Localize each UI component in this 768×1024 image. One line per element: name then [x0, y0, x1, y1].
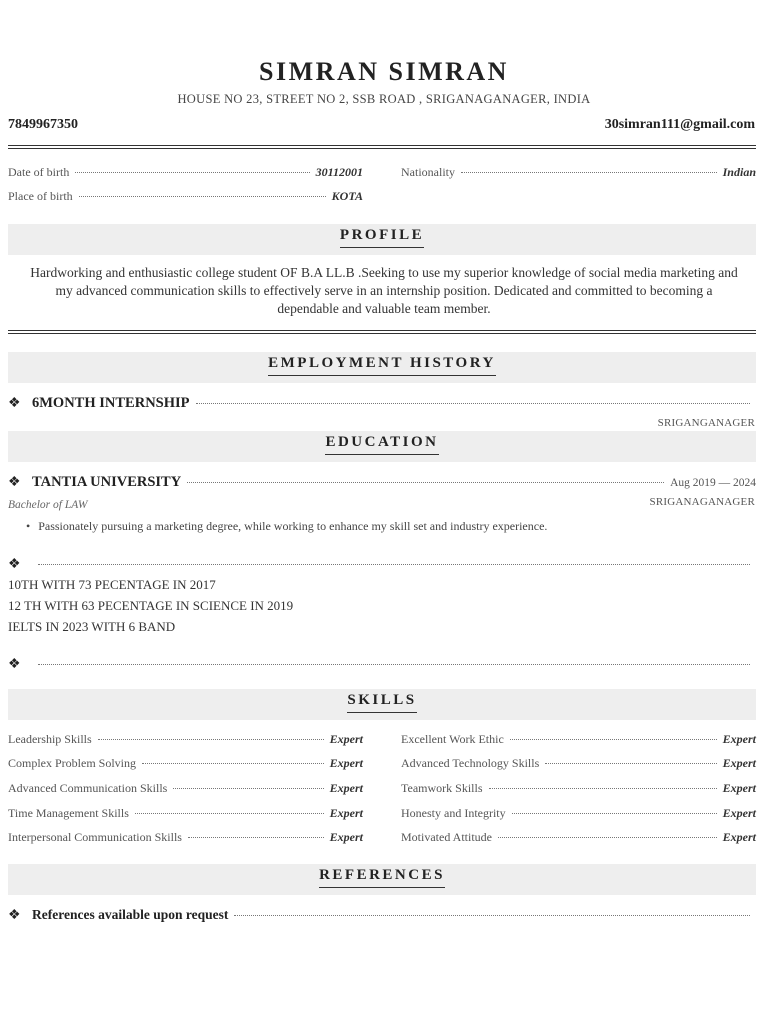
header-divider [8, 145, 756, 149]
employment-entry [8, 395, 756, 412]
leader-dots [75, 172, 309, 173]
references-text: References available upon request [32, 907, 229, 922]
skill-level: Expert [329, 830, 363, 844]
skill-name: Leadership Skills [8, 732, 92, 746]
nationality-label: Nationality [401, 165, 455, 179]
address: HOUSE NO 23, STREET NO 2, SSB ROAD , SRIGANAGANAGER, INDIA [177, 92, 591, 106]
education-title: TANTIA UNIVERSITY [32, 474, 182, 490]
skill-level: Expert [722, 806, 756, 820]
leader-dots [187, 482, 664, 483]
pob-value: KOTA [331, 189, 363, 203]
references-entry [8, 907, 756, 924]
profile-text: Hardworking and enthusiastic college student OF B.A LL.B .Seeking to use my superior knowledge of social media marketing and my advanced communication skills to effectively serve in an internship position. Dedicated and committed to becoming a dependable and valuable team member. [30, 265, 738, 316]
skill-name: Advanced Technology Skills [401, 756, 540, 770]
education-line: 10TH WITH 73 PECENTAGE IN 2017 [8, 577, 216, 592]
skill-level: Expert [722, 830, 756, 844]
skill-name: Advanced Communication Skills [8, 781, 168, 795]
skill-name: Complex Problem Solving [8, 756, 137, 770]
leader-dots [173, 788, 323, 789]
skill-level: Expert [329, 756, 363, 770]
section-title: EDUCATION [325, 434, 438, 455]
skills-section-header [8, 689, 756, 720]
diamond-bullet-icon: ❖ [8, 657, 21, 672]
skill-level: Expert [722, 781, 756, 795]
education-line: 12 TH WITH 63 PECENTAGE IN SCIENCE IN 2019 [8, 598, 294, 613]
leader-dots [512, 813, 717, 814]
leader-dots [234, 915, 750, 916]
education-degree: Bachelor of LAW [8, 499, 88, 511]
skill-row [8, 756, 363, 771]
email-address: 30simran111@gmail.com [604, 117, 755, 132]
nationality-row [401, 165, 756, 180]
education-dates: Aug 2019 — 2024 [670, 477, 756, 489]
education-section-header [8, 431, 756, 462]
employment-location: SRIGANGANAGER [657, 417, 755, 429]
section-title: REFERENCES [319, 867, 445, 888]
leader-dots [196, 403, 750, 404]
candidate-name: SIMRAN SIMRAN [259, 57, 509, 86]
leader-dots [142, 763, 324, 764]
leader-dots [79, 196, 326, 197]
education-entry-empty [8, 556, 756, 573]
education-location: SRIGANAGANAGER [649, 496, 755, 508]
skill-name: Motivated Attitude [401, 830, 492, 844]
diamond-bullet-icon: ❖ [8, 475, 21, 490]
leader-dots [489, 788, 717, 789]
leader-dots [498, 837, 717, 838]
dob-label: Date of birth [8, 165, 70, 179]
skill-level: Expert [722, 732, 756, 746]
leader-dots [545, 763, 716, 764]
skill-row [8, 806, 363, 821]
nationality-value: Indian [722, 165, 756, 179]
education-entry [8, 474, 756, 491]
section-title: EMPLOYMENT HISTORY [268, 355, 496, 376]
dob-value: 30112001 [315, 165, 363, 179]
leader-dots [38, 564, 750, 565]
employment-title: 6MONTH INTERNSHIP [32, 395, 190, 411]
skill-level: Expert [329, 732, 363, 746]
leader-dots [510, 739, 717, 740]
employment-section-header [8, 352, 756, 383]
pob-row [8, 189, 363, 204]
skill-row [8, 830, 363, 845]
profile-section-header [8, 224, 756, 255]
section-title: PROFILE [340, 227, 424, 248]
leader-dots [38, 664, 750, 665]
leader-dots [98, 739, 324, 740]
leader-dots [461, 172, 717, 173]
pob-label: Place of birth [8, 189, 73, 203]
phone-number: 7849967350 [8, 117, 78, 132]
skill-row [401, 806, 756, 821]
skill-row [401, 732, 756, 747]
diamond-bullet-icon: ❖ [8, 557, 21, 572]
skill-level: Expert [329, 781, 363, 795]
education-line: IELTS IN 2023 WITH 6 BAND [8, 619, 176, 634]
profile-divider [8, 330, 756, 334]
leader-dots [188, 837, 324, 838]
skill-level: Expert [329, 806, 363, 820]
skill-name: Honesty and Integrity [401, 806, 506, 820]
skill-row [8, 732, 363, 747]
skill-level: Expert [722, 756, 756, 770]
diamond-bullet-icon: ❖ [8, 396, 21, 411]
references-section-header [8, 864, 756, 895]
skill-name: Time Management Skills [8, 806, 129, 820]
skill-row [401, 756, 756, 771]
skill-row [401, 830, 756, 845]
skill-row [401, 781, 756, 796]
skill-name: Excellent Work Ethic [401, 732, 504, 746]
dob-row [8, 165, 363, 180]
skill-name: Interpersonal Communication Skills [8, 830, 182, 844]
education-entry-empty [8, 656, 756, 673]
section-title: SKILLS [347, 692, 416, 713]
diamond-bullet-icon: ❖ [8, 908, 21, 923]
education-bullet: • Passionately pursuing a marketing degree, while working to enhance my skill set and industry experience. [26, 519, 547, 534]
skill-name: Teamwork Skills [401, 781, 483, 795]
skill-row [8, 781, 363, 796]
leader-dots [135, 813, 324, 814]
